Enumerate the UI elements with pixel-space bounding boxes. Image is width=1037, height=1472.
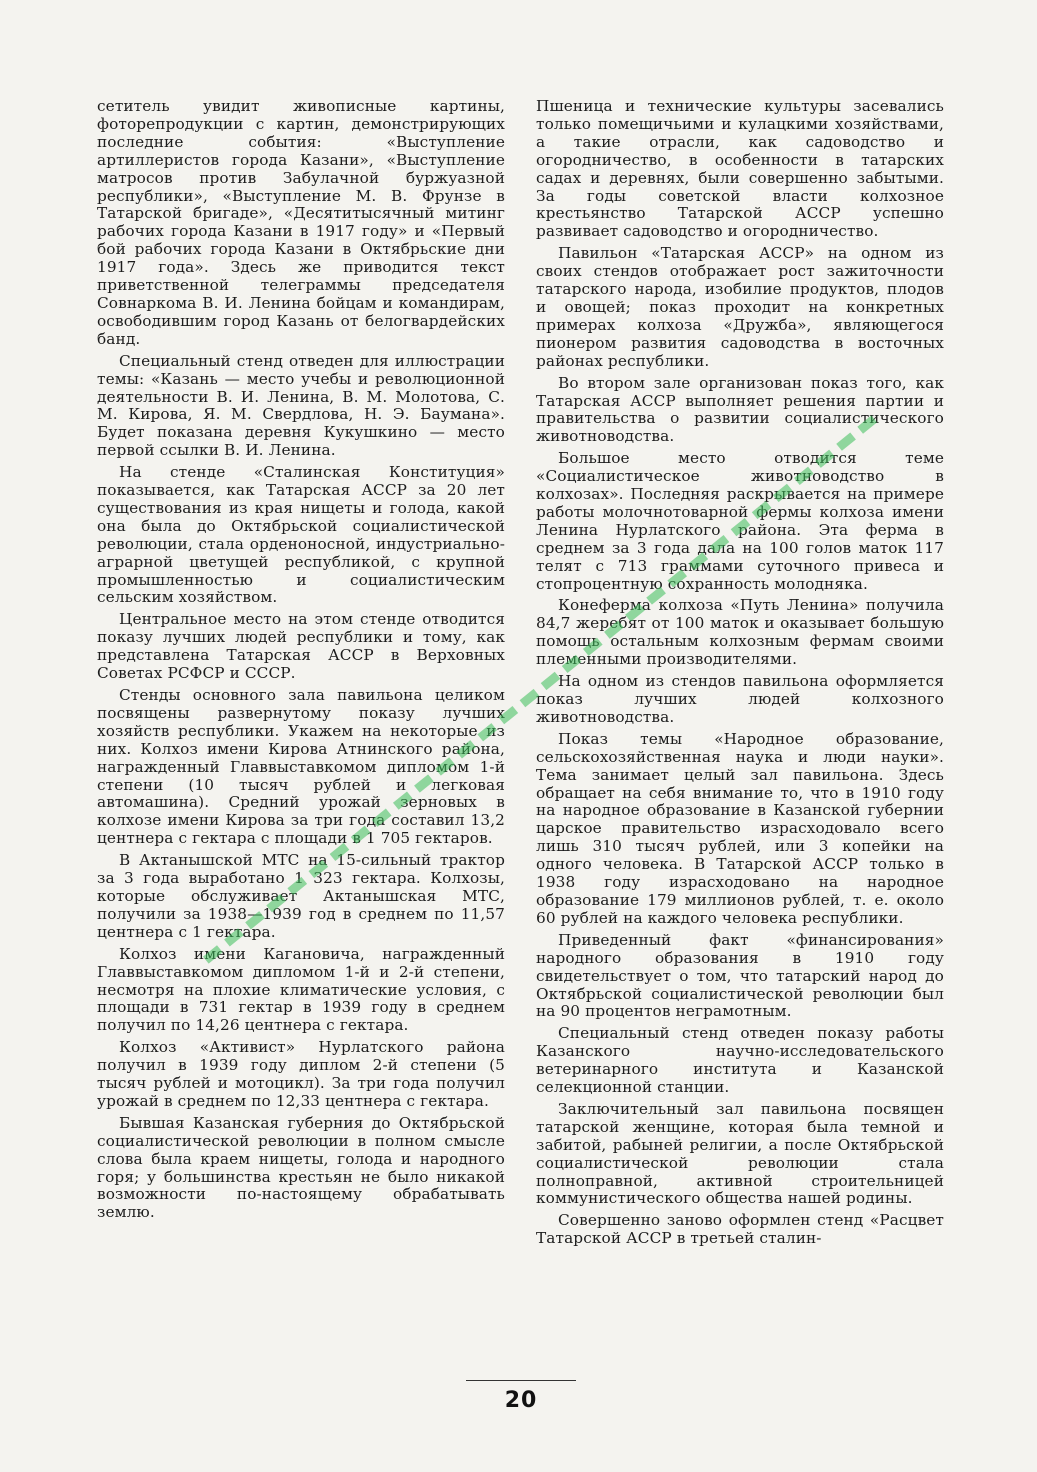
paragraph: Приведенный факт «финансирования» народного образования в 1910 году свидетельствует о том, что татарский народ до Октябрьской социалистической революции был на 90 процентов неграмотным. [536,930,944,1021]
paragraph: Павильон «Татарская АССР» на одном из своих стендов отображает рост зажиточности татарского народа, изобилие продуктов, плодов и овощей; показ проходит на конкретных примерах колхоза «Дружба», являющегося пионером развития садоводства в восточных районах республики. [536,244,944,370]
paragraph: На одном из стендов павильона оформляется показ лучших людей колхозного животноводства. [536,672,944,726]
paragraph: Пшеница и технические культуры засевались только помещичьими и кулацкими хозяйствами, а такие отрасли, как садоводство и огородничество, в особенности в татарских садах и деревнях, были совершенно забытыми. За годы советской власти колхозное крестьянство Татарской АССР успешно развивает садоводство и огородничество. [536,97,944,241]
left-text-column [97,98,505,1226]
paragraph: Во втором зале организован показ того, как Татарская АССР выполняет решения партии и правительства о развитии социалистического животноводства. [536,373,944,446]
paragraph: В Актанышской МТС на 15-сильный трактор за 3 года выработано 1 323 гектара. Колхозы, которые обслуживает Актанышская МТС, получили за 1938—1939 год в среднем по 11,57 центнера с 1 гектара. [97,851,505,941]
paragraph: Центральное место на этом стенде отводится показу лучших людей республики и тому, как представлена Татарская АССР в Верховных Советах РСФСР и СССР. [97,610,505,683]
footer-rule [466,1380,576,1381]
paragraph: сетитель увидит живописные картины, фоторепродукции с картин, демонстрирующих последние события: «Выступление артиллеристов города Казани», «Выступление матросов против Забулачной буржуазной республики», «Выступление М. В. Фрунзе в Татарской бригаде», «Десятитысячный митинг рабочих города Казани в 1917 году» и «Первый бой рабочих города Казани в Октябрьские дни 1917 года». Здесь же приводится текст приветственной телеграммы председателя Совнаркома В. И. Ленина бойцам и командирам, освободившим город Казань от белогвардейских банд. [97,97,505,348]
paragraph: Большое место отводится теме «Социалистическое животноводство в колхозах». Последняя раскрывается на примере работы молочнотоварной фермы колхоза имени Ленина Нурлатского района. Эта ферма в среднем за 3 года дала на 100 голов маток 117 телят с 713 граммами суточного привеса и стопроцентную сохранность молодняка. [536,449,944,593]
right-text-column [536,98,944,1252]
paragraph: Показ темы «Народное образование, сельскохозяйственная наука и люди науки». Тема занимает целый зал павильона. Здесь обращает на себя внимание то, что в 1910 году на народное образование в Казанской губернии царское правительство израсходовало всего лишь 310 тысяч рублей, или 3 копейки на одного человека. В Татарской АССР только в 1938 году израсходовано на народное образование 179 миллионов рублей, т. е. около 60 рублей на каждого человека республики. [536,729,944,927]
paragraph: Специальный стенд отведен для иллюстрации темы: «Казань — место учебы и революционной деятельности В. И. Ленина, В. М. Молотова, С. М. Кирова, Я. М. Свердлова, Н. Э. Баумана». Будет показана деревня Кукушкино — место первой ссылки В. И. Ленина. [97,351,505,460]
paragraph: Конеферма колхоза «Путь Ленина» получила 84,7 жеребят от 100 маток и оказывает большую помощь остальным колхозным фермам своими племенными производителями. [536,596,944,669]
paragraph: На стенде «Сталинская Конституция» показывается, как Татарская АССР за 20 лет существования из края нищеты и голода, какой она была до Октябрьской социалистической революции, стала орденоносной, индустриально-аграрной цветущей республикой, с крупной промышленностью и социалистическим сельским хозяйством. [97,463,505,607]
paragraph: Совершенно заново оформлен стенд «Расцвет Татарской АССР в третьей сталин- [536,1211,944,1248]
paragraph: Специальный стенд отведен показу работы Казанского научно-исследовательского ветеринарного института и Казанской селекционной станции. [536,1024,944,1097]
paragraph: Колхоз «Активист» Нурлатского района получил в 1939 году диплом 2-й степени (5 тысяч рублей и мотоцикл). За три года получил урожай в среднем по 12,33 центнера с гектара. [97,1038,505,1110]
paragraph: Заключительный зал павильона посвящен татарской женщине, которая была темной и забитой, рабыней религии, а после Октябрьской социалистической революции стала полноправной, активной строительницей коммунистического общества нашей родины. [536,1099,944,1208]
paragraph: Колхоз имени Кагановича, награжденный Главвыставкомом дипломом 1-й и 2-й степени, несмотря на плохие климатические условия, с площади в 731 гектар в 1939 году в среднем получил по 14,26 центнера с гектара. [97,944,505,1035]
page-number: 20 [504,1388,538,1413]
paragraph: Стенды основного зала павильона целиком посвящены развернутому показу лучших хозяйств республики. Укажем на некоторые из них. Колхоз имени Кирова Атнинского района, награжденный Главвыставкомом дипломом 1-й степени (10 тысяч рублей и легковая автомашина). Средний урожай зерновых в колхозе имени Кирова за три года составил 13,2 центнера с гектара с площади в 1 705 гектаров. [97,686,505,848]
paragraph: Бывшая Казанская губерния до Октябрьской социалистической революции в полном смысле слова была краем нищеты, голода и народного горя; у большинства крестьян не было никакой возможности по-настоящему обрабатывать землю. [97,1113,505,1222]
